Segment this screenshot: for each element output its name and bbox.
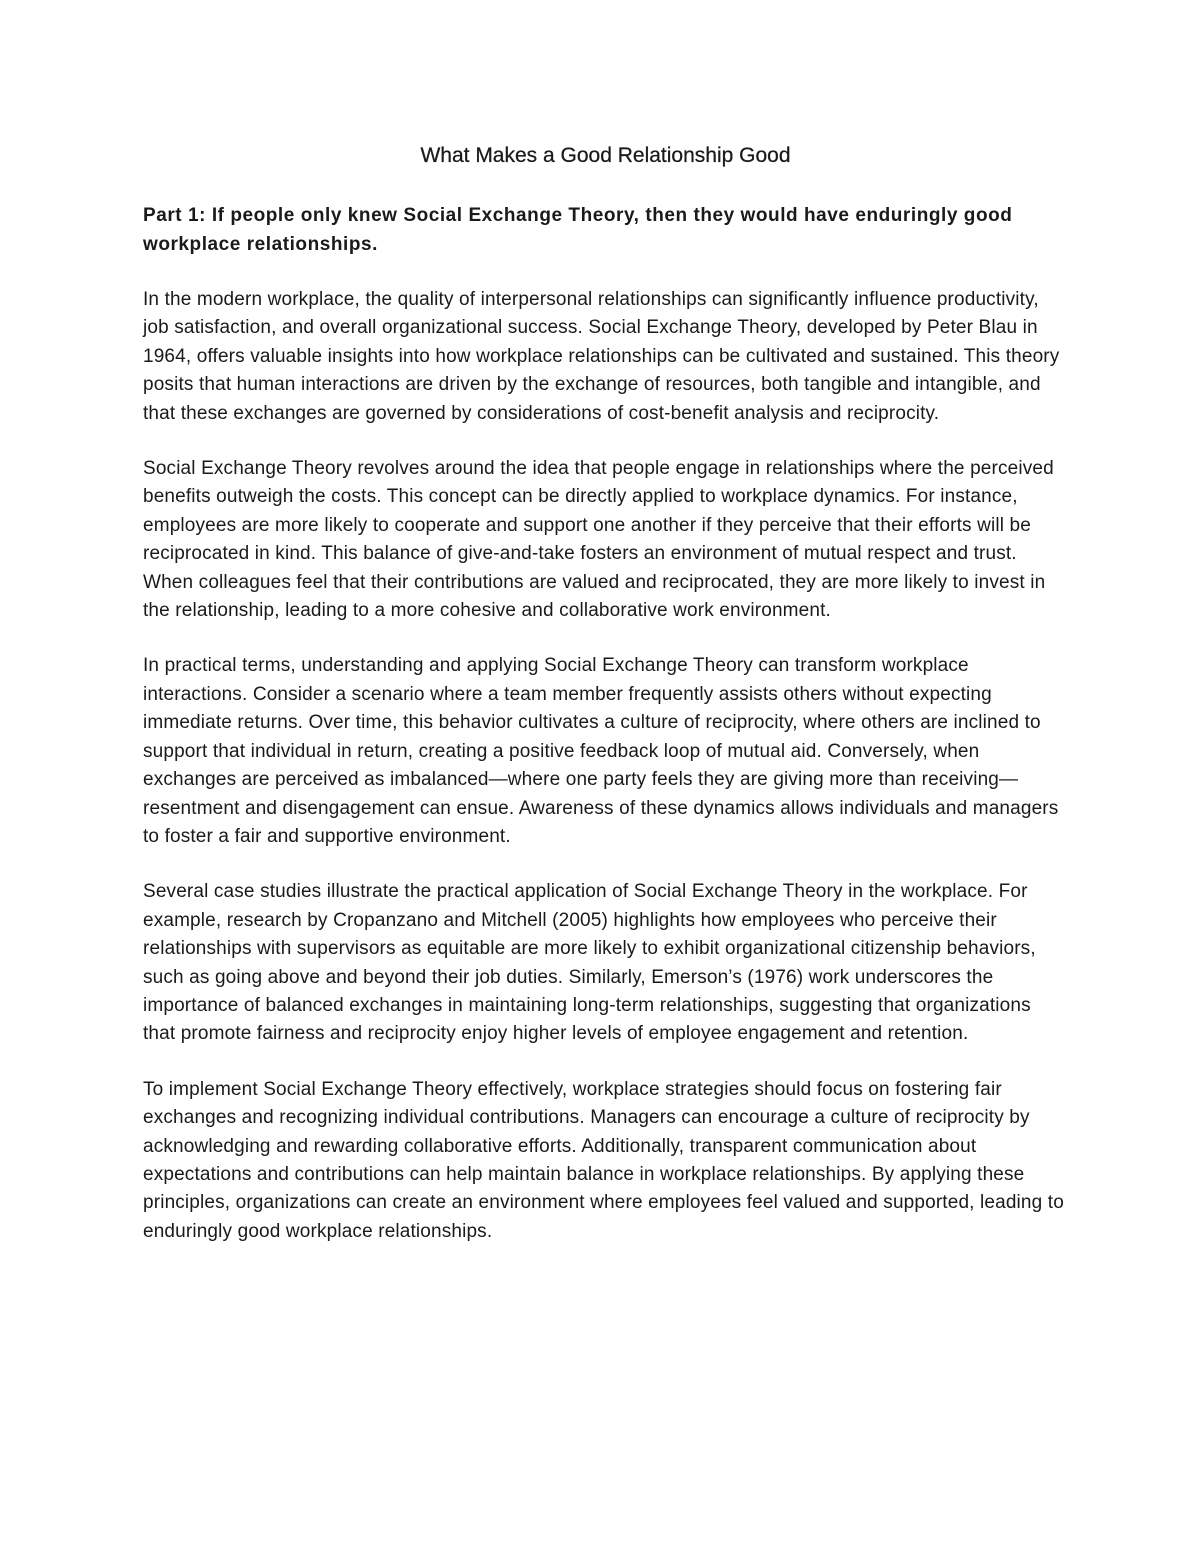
paragraph-implementation: To implement Social Exchange Theory effectively, workplace strategies should focus on fostering fair exchanges and recognizing individual contributions. Managers can encourage a culture of reciprocity by acknowledging and rewarding collaborative efforts. Additionally, transparent communication about expectations and contributions can help maintain balance in workplace relationships. By applying these principles, organizations can create an environment where employees feel valued and supported, leading to enduringly good workplace relationships. [143, 1078, 1064, 1242]
part-heading: Part 1: If people only knew Social Exchange Theory, then they would have enduringly good workplace relationships. [143, 205, 1013, 255]
paragraph-practical-terms: In practical terms, understanding and applying Social Exchange Theory can transform workplace interactions. Consider a scenario where a team member frequently assists others without expecting immediate returns. Over time, this behavior cultivates a culture of reciprocity, where others are inclined to support that individual in return, creating a positive feedback loop of mutual aid. Conversely, when exchanges are perceived as imbalanced—where one party feels they are giving more than receiving—resentment and disengagement can ensue. Awareness of these dynamics allows individuals and managers to foster a fair and supportive environment. [143, 655, 1059, 847]
document-body [143, 140, 1068, 1246]
document-title: What Makes a Good Relationship Good [420, 144, 791, 167]
paragraph-case-studies: Several case studies illustrate the practical application of Social Exchange Theory in the workplace. For example, research by Cropanzano and Mitchell (2005) highlights how employees who perceive their relationships with supervisors as equitable are more likely to exhibit organizational citizenship behaviors, such as going above and beyond their job duties. Similarly, Emerson’s (1976) work underscores the importance of balanced exchanges in maintaining long-term relationships, suggesting that organizations that promote fairness and reciprocity enjoy higher levels of employee engagement and retention. [143, 881, 1036, 1045]
paragraph-theory-overview: Social Exchange Theory revolves around the idea that people engage in relationships where the perceived benefits outweigh the costs. This concept can be directly applied to workplace dynamics. For instance, employees are more likely to cooperate and support one another if they perceive that their efforts will be reciprocated in kind. This balance of give-and-take fosters an environment of mutual respect and trust. When colleagues feel that their contributions are valued and reciprocated, they are more likely to invest in the relationship, leading to a more cohesive and collaborative work environment. [143, 458, 1054, 622]
paragraph-intro: In the modern workplace, the quality of interpersonal relationships can significantly influence productivity, job satisfaction, and overall organizational success. Social Exchange Theory, developed by Peter Blau in 1964, offers valuable insights into how workplace relationships can be cultivated and sustained. This theory posits that human interactions are driven by the exchange of resources, both tangible and intangible, and that these exchanges are governed by considerations of cost-benefit analysis and reciprocity. [143, 289, 1060, 424]
